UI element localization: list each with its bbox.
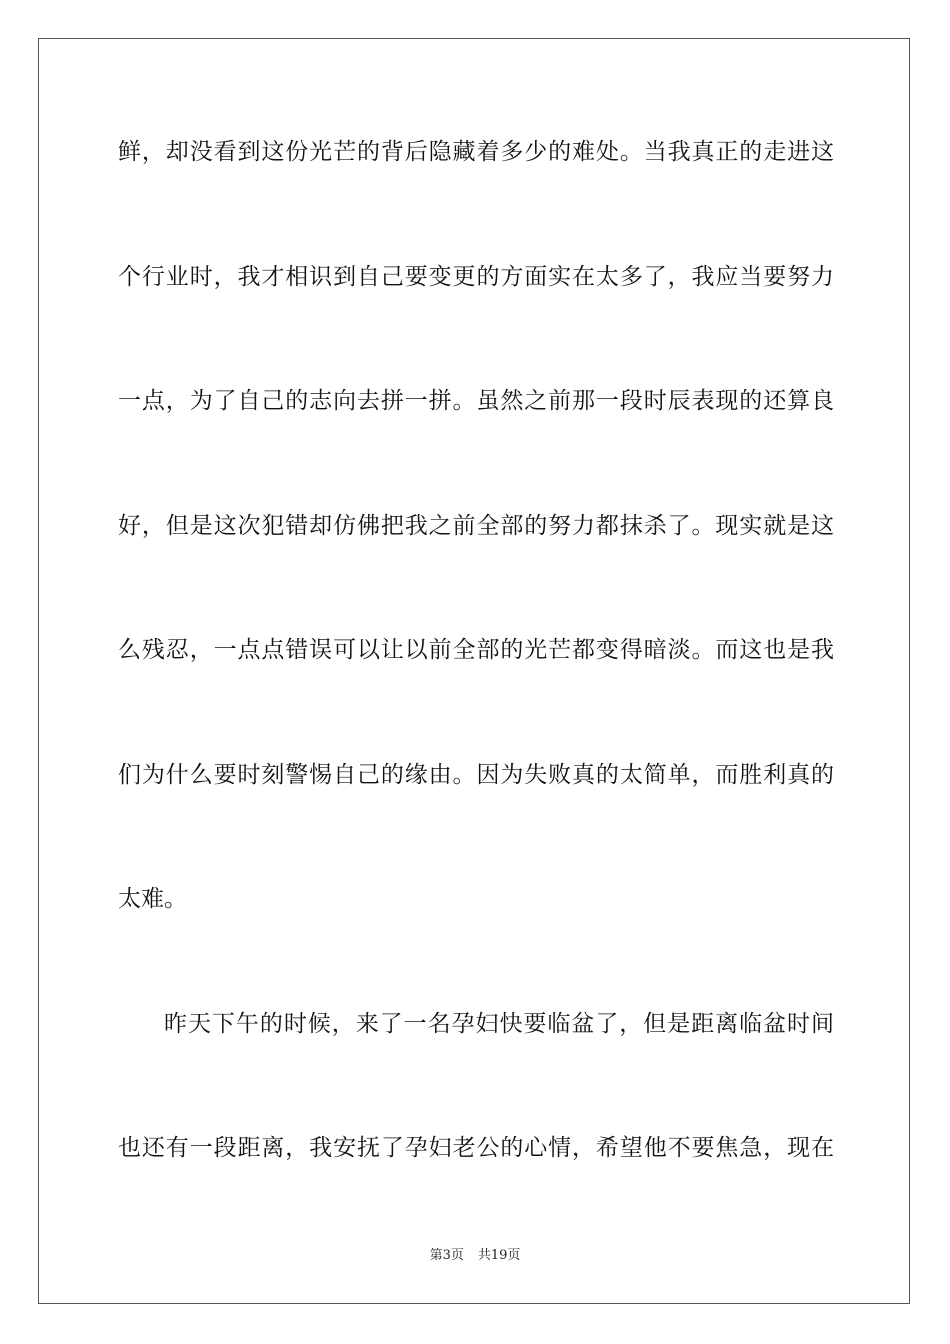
- page-footer: [0, 1247, 950, 1265]
- paragraph-line-2: 个行业时，我才相识到自己要变更的方面实在太多了，我应当要努力: [118, 263, 834, 290]
- paragraph-line-4: 好，但是这次犯错却仿佛把我之前全部的努力都抹杀了。现实就是这: [118, 512, 834, 539]
- paragraph-line-9: 也还有一段距离，我安抚了孕妇老公的心情，希望他不要焦急，现在: [118, 1135, 834, 1161]
- paragraph-line-5: 么残忍，一点点错误可以让以前全部的光芒都变得暗淡。而这也是我: [118, 637, 834, 663]
- paragraph-line-1: 鲜，却没看到这份光芒的背后隐藏着多少的难处。当我真正的走进这: [118, 139, 834, 165]
- page-number: 第3页: [429, 1248, 464, 1263]
- page-total: 共19页: [477, 1248, 521, 1263]
- paragraph-line-7: 太难。: [118, 886, 187, 912]
- paragraph-line-6: 们为什么要时刻警惕自己的缘由。因为失败真的太简单，而胜利真的: [118, 761, 834, 788]
- paragraph-line-8: 昨天下午的时候，来了一名孕妇快要临盆了，但是距离临盆时间: [164, 1010, 834, 1037]
- paragraph-line-3: 一点，为了自己的志向去拼一拼。虽然之前那一段时辰表现的还算良: [118, 388, 834, 414]
- document-body: [118, 124, 834, 1245]
